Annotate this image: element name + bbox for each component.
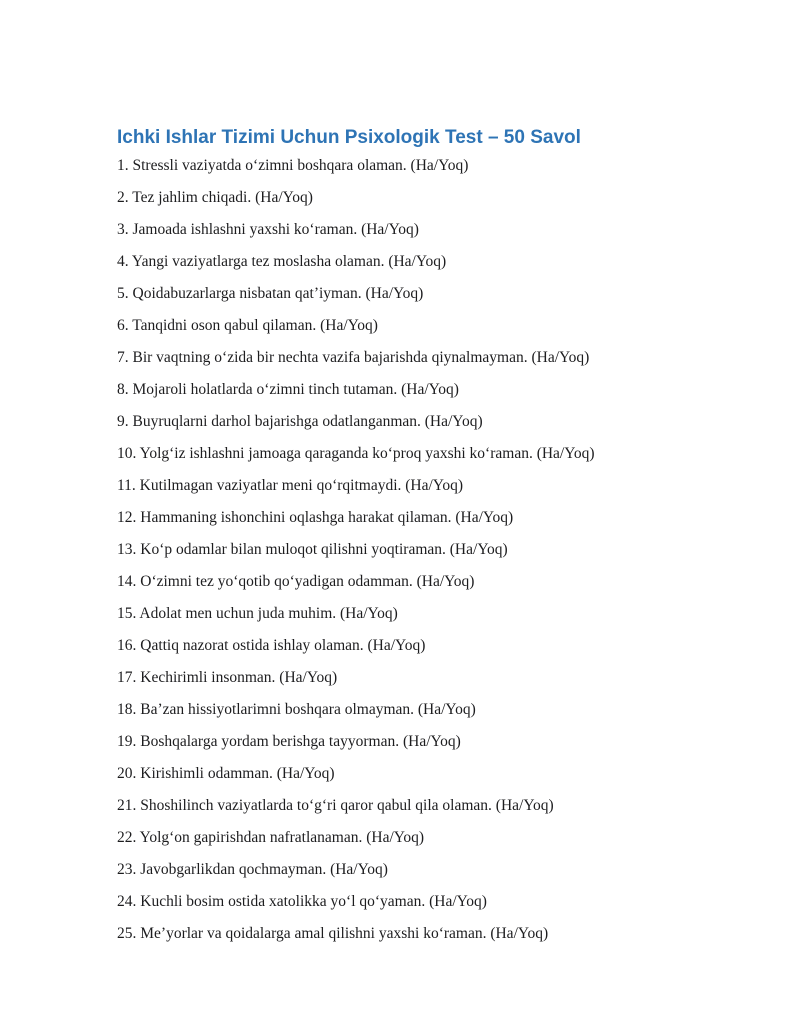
question-line: 1. Stressli vaziyatda o‘zimni boshqara olaman. (Ha/Yoq)	[117, 157, 469, 174]
question-line: 25. Me’yorlar va qoidalarga amal qilishni yaxshi ko‘raman. (Ha/Yoq)	[117, 925, 549, 942]
question-line: 12. Hammaning ishonchini oqlashga harakat qilaman. (Ha/Yoq)	[117, 509, 514, 526]
question-line: 3. Jamoada ishlashni yaxshi ko‘raman. (Ha/Yoq)	[117, 221, 419, 238]
question-line: 22. Yolg‘on gapirishdan nafratlanaman. (Ha/Yoq)	[117, 829, 425, 846]
question-line: 9. Buyruqlarni darhol bajarishga odatlanganman. (Ha/Yoq)	[117, 413, 483, 430]
question-line: 4. Yangi vaziyatlarga tez moslasha olaman. (Ha/Yoq)	[117, 253, 447, 270]
question-line: 2. Tez jahlim chiqadi. (Ha/Yoq)	[117, 189, 313, 206]
question-line: 5. Qoidabuzarlarga nisbatan qat’iyman. (Ha/Yoq)	[117, 285, 424, 302]
question-line: 10. Yolg‘iz ishlashni jamoaga qaraganda ko‘proq yaxshi ko‘raman. (Ha/Yoq)	[117, 445, 595, 462]
question-line: 13. Ko‘p odamlar bilan muloqot qilishni yoqtiraman. (Ha/Yoq)	[117, 541, 508, 558]
question-line: 21. Shoshilinch vaziyatlarda to‘g‘ri qaror qabul qila olaman. (Ha/Yoq)	[117, 797, 554, 814]
question-line: 6. Tanqidni oson qabul qilaman. (Ha/Yoq)	[117, 317, 378, 334]
question-line: 18. Ba’zan hissiyotlarimni boshqara olmayman. (Ha/Yoq)	[117, 701, 476, 718]
question-line: 7. Bir vaqtning o‘zida bir nechta vazifa bajarishda qiynalmayman. (Ha/Yoq)	[117, 349, 590, 366]
question-line: 23. Javobgarlikdan qochmayman. (Ha/Yoq)	[117, 861, 388, 878]
question-line: 11. Kutilmagan vaziyatlar meni qo‘rqitmaydi. (Ha/Yoq)	[117, 477, 464, 494]
document-title: Ichki Ishlar Tizimi Uchun Psixologik Test – 50 Savol	[117, 127, 581, 148]
question-line: 8. Mojaroli holatlarda o‘zimni tinch tutaman. (Ha/Yoq)	[117, 381, 459, 398]
question-list	[117, 156, 720, 943]
question-line: 16. Qattiq nazorat ostida ishlay olaman. (Ha/Yoq)	[117, 637, 426, 654]
question-line: 24. Kuchli bosim ostida xatolikka yo‘l qo‘yaman. (Ha/Yoq)	[117, 893, 487, 910]
question-line: 20. Kirishimli odamman. (Ha/Yoq)	[117, 765, 335, 782]
question-line: 19. Boshqalarga yordam berishga tayyorman. (Ha/Yoq)	[117, 733, 461, 750]
question-line: 17. Kechirimli insonman. (Ha/Yoq)	[117, 669, 338, 686]
question-line: 15. Adolat men uchun juda muhim. (Ha/Yoq)	[117, 605, 398, 622]
question-line: 14. O‘zimni tez yo‘qotib qo‘yadigan odamman. (Ha/Yoq)	[117, 573, 475, 590]
